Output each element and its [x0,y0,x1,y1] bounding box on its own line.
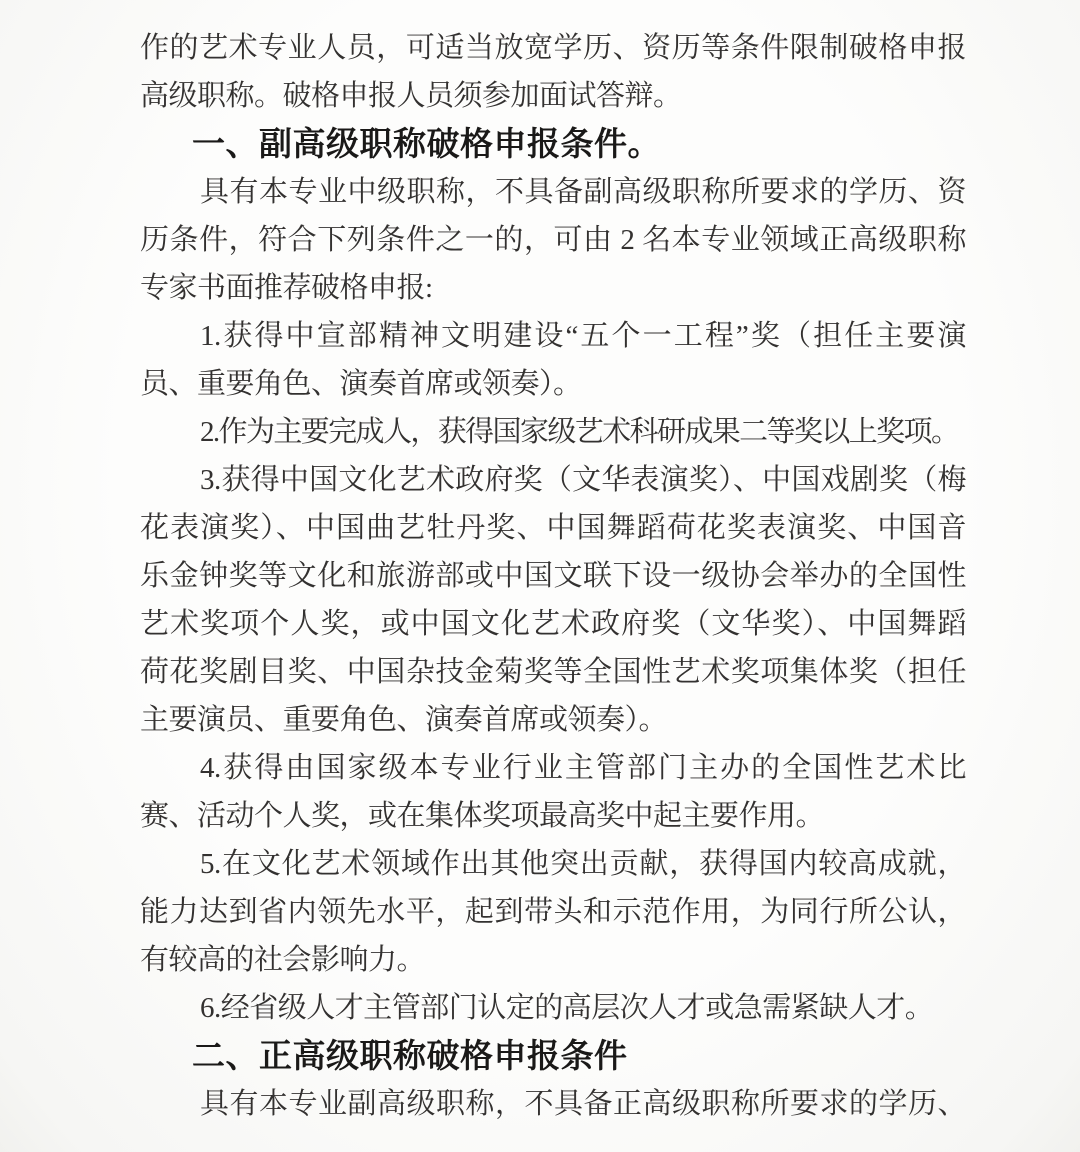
text-line: 员、重要角色、演奏首席或领奏）。 [140,368,582,400]
text-line: 有较高的社会影响力。 [140,944,426,976]
text-line: 具有本专业中级职称，不具备副高级职称所要求的学历、资 [200,176,966,208]
text-line: 赛、活动个人奖，或在集体奖项最高奖中起主要作用。 [140,800,825,832]
text-line: 1.获得中宣部精神文明建设“五个一工程”奖（担任主要演 [200,320,966,352]
text-line: 乐金钟奖等文化和旅游部或中国文联下设一级协会举办的全国性 [140,560,966,592]
section-heading-2: 二、正高级职称破格申报条件 [192,1037,628,1074]
text-line: 4.获得由国家级本专业行业主管部门主办的全国性艺术比 [200,752,966,784]
text-line: 艺术奖项个人奖，或中国文化艺术政府奖（文华奖）、中国舞蹈 [140,608,966,640]
text-line: 花表演奖）、中国曲艺牡丹奖、中国舞蹈荷花奖表演奖、中国音 [140,512,966,544]
text-line: 能力达到省内领先水平，起到带头和示范作用，为同行所公认， [140,896,966,928]
text-line: 主要演员、重要角色、演奏首席或领奏）。 [140,704,668,736]
text-line: 5.在文化艺术领域作出其他突出贡献，获得国内较高成就， [200,848,966,880]
text-line: 6.经省级人才主管部门认定的高层次人才或急需紧缺人才。 [200,992,934,1024]
text-line: 荷花奖剧目奖、中国杂技金菊奖等全国性艺术奖项集体奖（担任 [140,656,966,688]
text-line: 3.获得中国文化艺术政府奖（文华表演奖）、中国戏剧奖（梅 [200,464,966,496]
document-page [140,24,966,1128]
text-line: 2.作为主要完成人，获得国家级艺术科研成果二等奖以上奖项。 [200,416,959,448]
text-line: 具有本专业副高级职称，不具备正高级职称所要求的学历、 [200,1088,966,1120]
text-line: 历条件，符合下列条件之一的，可由 2 名本专业领域正高级职称 [140,224,966,256]
text-line: 作的艺术专业人员，可适当放宽学历、资历等条件限制破格申报 [140,32,966,64]
text-line: 高级职称。破格申报人员须参加面试答辩。 [140,80,682,112]
section-heading-1: 一、副高级职称破格申报条件。 [192,125,661,162]
text-line: 专家书面推荐破格申报: [140,272,433,304]
